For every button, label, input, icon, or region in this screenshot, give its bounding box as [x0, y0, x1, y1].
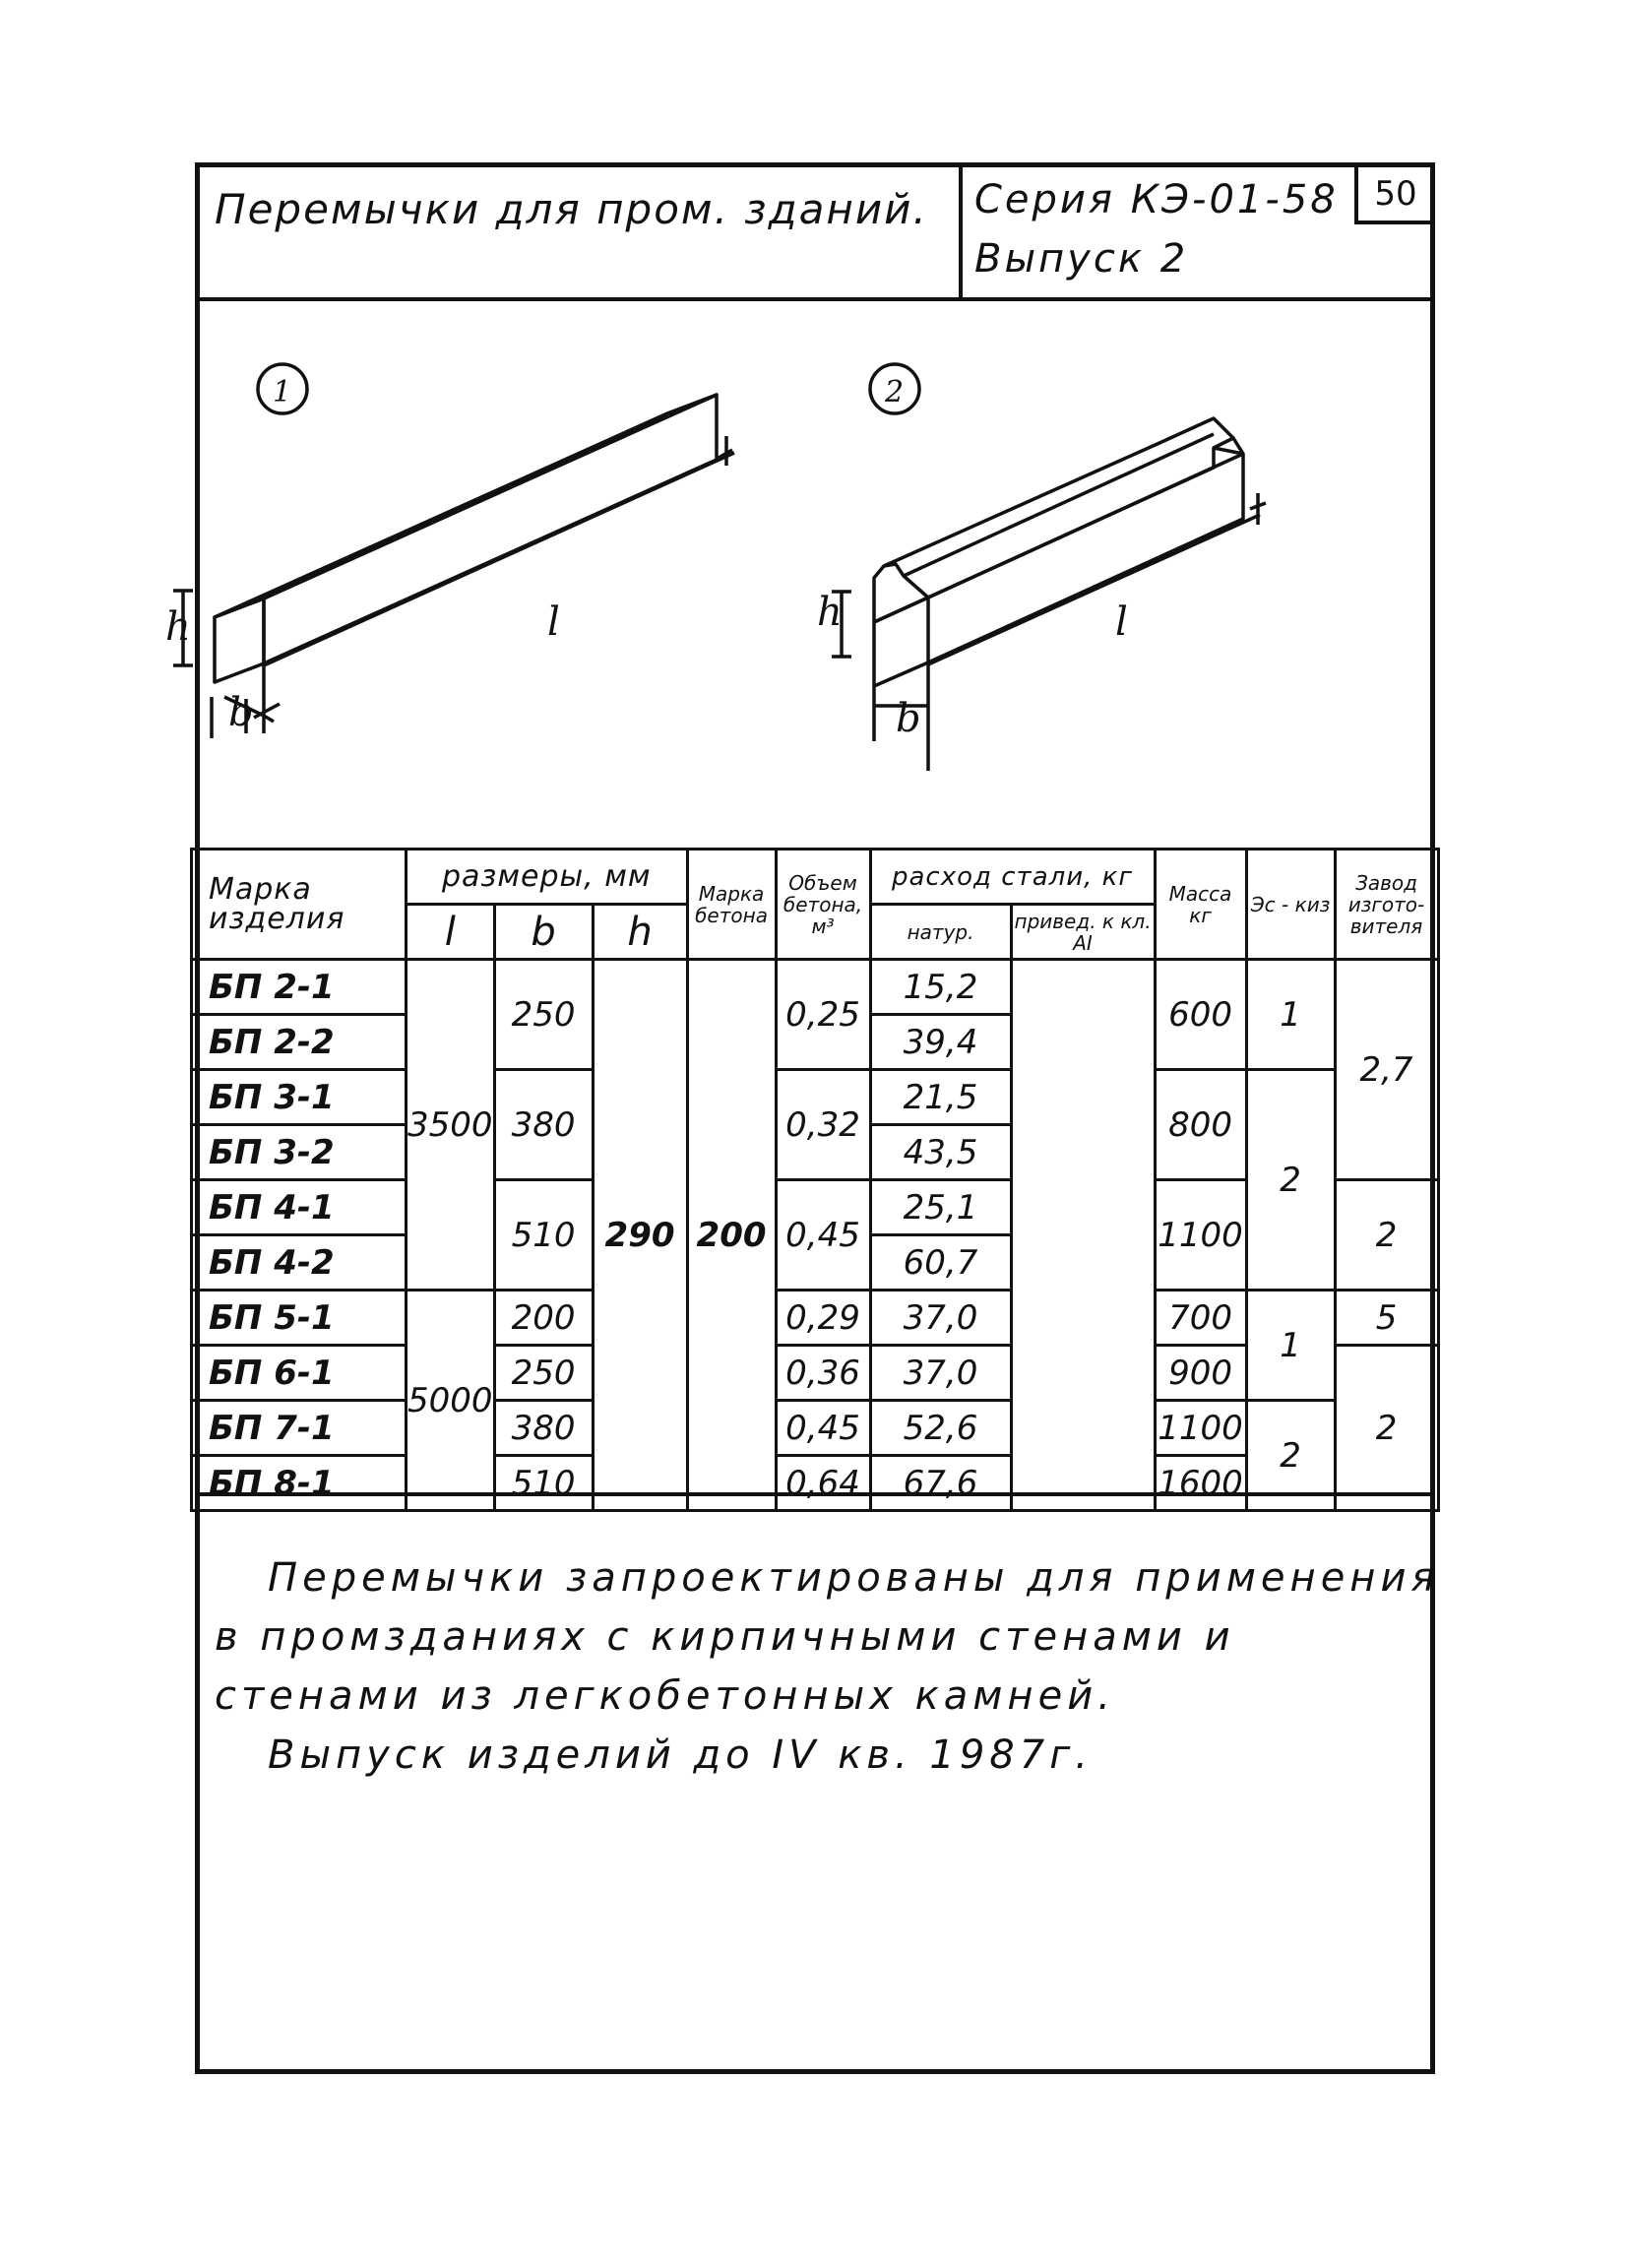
- fig1-number: 1: [273, 375, 292, 410]
- cell-volume: 0,29: [776, 1291, 870, 1346]
- col-header-volume: Объем бетона, м³: [776, 850, 870, 960]
- cell-width: 200: [494, 1291, 593, 1346]
- cell-width: 250: [494, 960, 593, 1070]
- cell-width: 510: [494, 1456, 593, 1511]
- cell-width: 250: [494, 1346, 593, 1401]
- row-mark: БП 5-1: [192, 1291, 407, 1346]
- fig1-dim-b: b: [228, 690, 254, 735]
- cell-volume: 0,64: [776, 1456, 870, 1511]
- cell-mass: 1600: [1155, 1456, 1246, 1511]
- col-header-grade: Марка бетона: [687, 850, 776, 960]
- cell-volume: 0,45: [776, 1401, 870, 1456]
- row-mark: БП 2-1: [192, 960, 407, 1015]
- cell-volume: 0,36: [776, 1346, 870, 1401]
- cell-width: 380: [494, 1070, 593, 1180]
- table-row: [192, 1070, 1439, 1125]
- cell-sketch: 1: [1246, 1291, 1335, 1401]
- cell-mass: 700: [1155, 1291, 1246, 1346]
- fig1-dim-l: l: [547, 599, 560, 645]
- note-line-2: в промзданиях с кирпичными стенами и: [215, 1614, 1235, 1660]
- col-header-h: h: [593, 905, 687, 960]
- col-header-steel-reduced: привед. к кл. AI: [1011, 905, 1155, 960]
- col-header-sketch: Эс - киз: [1246, 850, 1335, 960]
- cell-length: 3500: [407, 960, 495, 1291]
- table-row: [192, 960, 1439, 1015]
- fig2-dim-h: h: [817, 590, 843, 635]
- cell-volume: 0,32: [776, 1070, 870, 1180]
- fig2-dim-b: b: [896, 696, 921, 741]
- cell-sketch: 2: [1246, 1070, 1335, 1291]
- series-label: Серия КЭ-01-58: [974, 177, 1339, 222]
- cell-steel: 25,1: [870, 1180, 1011, 1235]
- cell-steel: 21,5: [870, 1070, 1011, 1125]
- row-mark: БП 3-1: [192, 1070, 407, 1125]
- cell-steel-reduced: [1011, 960, 1155, 1511]
- cell-steel: 37,0: [870, 1291, 1011, 1346]
- cell-steel: 15,2: [870, 960, 1011, 1015]
- cell-mass: 600: [1155, 960, 1246, 1070]
- table-bottom-divider: [195, 1492, 1435, 1496]
- row-mark: БП 4-2: [192, 1235, 407, 1291]
- sheet-title: Перемычки для пром. зданий.: [215, 185, 928, 233]
- cell-sketch: 2: [1246, 1401, 1335, 1511]
- fig2-dim-l: l: [1115, 599, 1128, 645]
- row-mark: БП 7-1: [192, 1401, 407, 1456]
- cell-mass: 1100: [1155, 1401, 1246, 1456]
- lintel-spec-table: [190, 848, 1440, 1512]
- note-line-3: стенами из легкобетонных камней.: [215, 1673, 1115, 1719]
- col-header-mark: Марка изделия: [192, 850, 407, 960]
- row-mark: БП 2-2: [192, 1015, 407, 1070]
- cell-plant: 2,7: [1335, 960, 1438, 1180]
- issue-label: Выпуск 2: [974, 236, 1189, 282]
- col-header-mass: Масса кг: [1155, 850, 1246, 960]
- note-line-1: Перемычки запроектированы для применения: [268, 1555, 1440, 1601]
- page-number: 50: [1354, 167, 1433, 224]
- cell-volume: 0,25: [776, 960, 870, 1070]
- table-row: [192, 1401, 1439, 1456]
- col-header-steel: расход стали, кг: [870, 850, 1155, 905]
- cell-steel: 60,7: [870, 1235, 1011, 1291]
- col-header-dims: размеры, мм: [407, 850, 688, 905]
- row-mark: БП 8-1: [192, 1456, 407, 1511]
- cell-mass: 900: [1155, 1346, 1246, 1401]
- cell-steel: 43,5: [870, 1125, 1011, 1180]
- cell-length: 5000: [407, 1291, 495, 1511]
- cell-width: 380: [494, 1401, 593, 1456]
- cell-mass: 800: [1155, 1070, 1246, 1180]
- fig2-number: 2: [885, 375, 905, 410]
- cell-height: 290: [593, 960, 687, 1511]
- cell-plant: 5: [1335, 1291, 1438, 1346]
- col-header-plant: Завод изгото-вителя: [1335, 850, 1438, 960]
- cell-mass: 1100: [1155, 1180, 1246, 1291]
- lintel-drawings: [165, 300, 1435, 847]
- cell-steel: 39,4: [870, 1015, 1011, 1070]
- cell-steel: 52,6: [870, 1401, 1011, 1456]
- cell-steel: 67,6: [870, 1456, 1011, 1511]
- table-row: [192, 1291, 1439, 1346]
- cell-plant: 2: [1335, 1180, 1438, 1291]
- cell-width: 510: [494, 1180, 593, 1291]
- col-header-b: b: [494, 905, 593, 960]
- cell-sketch: 1: [1246, 960, 1335, 1070]
- col-header-steel-nat: натур.: [870, 905, 1011, 960]
- row-mark: БП 6-1: [192, 1346, 407, 1401]
- cell-plant: 2: [1335, 1346, 1438, 1511]
- row-mark: БП 4-1: [192, 1180, 407, 1235]
- note-line-4: Выпуск изделий до IV кв. 1987г.: [268, 1732, 1093, 1778]
- row-mark: БП 3-2: [192, 1125, 407, 1180]
- cell-grade: 200: [687, 960, 776, 1511]
- cell-steel: 37,0: [870, 1346, 1011, 1401]
- lintel-type-1-drawing: [173, 395, 734, 738]
- fig1-dim-h: h: [165, 604, 191, 650]
- header-vertical-divider: [959, 165, 963, 299]
- cell-volume: 0,45: [776, 1180, 870, 1291]
- col-header-l: l: [407, 905, 495, 960]
